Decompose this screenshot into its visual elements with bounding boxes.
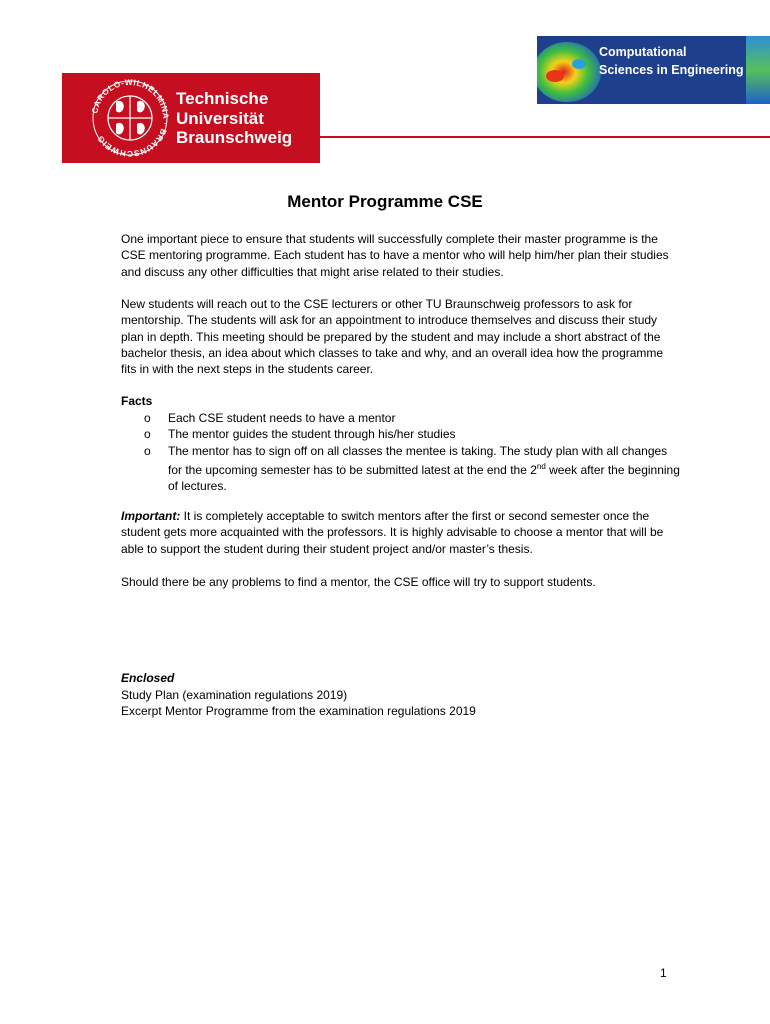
university-name-line: Universität bbox=[176, 108, 264, 128]
list-item: Study Plan (examination regulations 2019) bbox=[121, 688, 348, 702]
bullet-icon: o bbox=[144, 443, 151, 458]
cse-logo-text bbox=[599, 43, 744, 79]
cse-logo bbox=[537, 36, 770, 104]
university-name-line: Braunschweig bbox=[176, 128, 293, 147]
header-divider bbox=[320, 136, 770, 138]
cse-logo-line: Sciences in Engineering bbox=[599, 63, 744, 77]
fact-text: Each CSE student needs to have a mentor bbox=[168, 411, 396, 425]
page-number: 1 bbox=[660, 966, 667, 980]
seal-text: CAROLO-WILHELMINA · BRAUNSCHWEIG bbox=[90, 78, 170, 158]
enclosed-heading: Enclosed bbox=[121, 671, 175, 685]
university-name bbox=[176, 89, 292, 148]
fact-text: The mentor guides the student through his/her studies bbox=[168, 427, 456, 442]
important-paragraph bbox=[121, 508, 681, 557]
fact-text-part: week after the beginning of lectures. bbox=[168, 462, 680, 494]
fact-text-part: The mentor has to sign off on all classes the mentee is taking. The study plan with all changes for the upcoming semester has to be submitted latest at the end the 2 bbox=[168, 443, 668, 477]
ordinal-suffix: nd bbox=[536, 461, 546, 471]
facts-list bbox=[121, 410, 681, 494]
university-name-line: Technische bbox=[176, 89, 269, 108]
list-item bbox=[121, 410, 681, 426]
closing-paragraph: Should there be any problems to find a mentor, the CSE office will try to support students. bbox=[121, 575, 596, 589]
fact-text bbox=[168, 444, 680, 494]
cse-logo-line: Computational bbox=[599, 45, 687, 59]
university-seal-icon bbox=[90, 78, 170, 158]
facts-heading: Facts bbox=[121, 394, 153, 408]
document-title: Mentor Programme CSE bbox=[287, 192, 483, 211]
bullet-icon: o bbox=[144, 411, 151, 425]
intro-paragraph: One important piece to ensure that students will successfully complete their master programme is the CSE mentoring programme. Each student has to have a mentor who will help him/her plan their studies and discuss any other difficulties that might arise related to their studies. bbox=[121, 232, 669, 279]
new-students-paragraph: New students will reach out to the CSE lecturers or other TU Braunschweig professors to ask for mentorship. The students will ask for an appointment to introduce themselves and discuss their study plan in depth. This meeting should be prepared by the student and may include a short abstract of the bachelor thesis, an idea about which classes to take and why, and an overall idea how the programme fits in with the next steps in the students career. bbox=[121, 297, 664, 377]
simulation-visual-icon bbox=[537, 36, 601, 104]
simulation-visual-edge-icon bbox=[746, 36, 770, 104]
important-label: Important: bbox=[121, 509, 181, 523]
bullet-icon: o bbox=[144, 427, 151, 442]
tu-braunschweig-logo bbox=[62, 73, 320, 163]
enclosed-list bbox=[121, 687, 476, 720]
important-text: It is completely acceptable to switch mentors after the first or second semester once the student gets more acquainted with the professors. It is highly advisable to choose a mentor that will be able to support the student during their student project and/or master’s thesis. bbox=[121, 509, 664, 556]
list-item: Excerpt Mentor Programme from the examination regulations 2019 bbox=[121, 704, 476, 719]
list-item bbox=[121, 443, 681, 495]
list-item bbox=[121, 426, 681, 442]
